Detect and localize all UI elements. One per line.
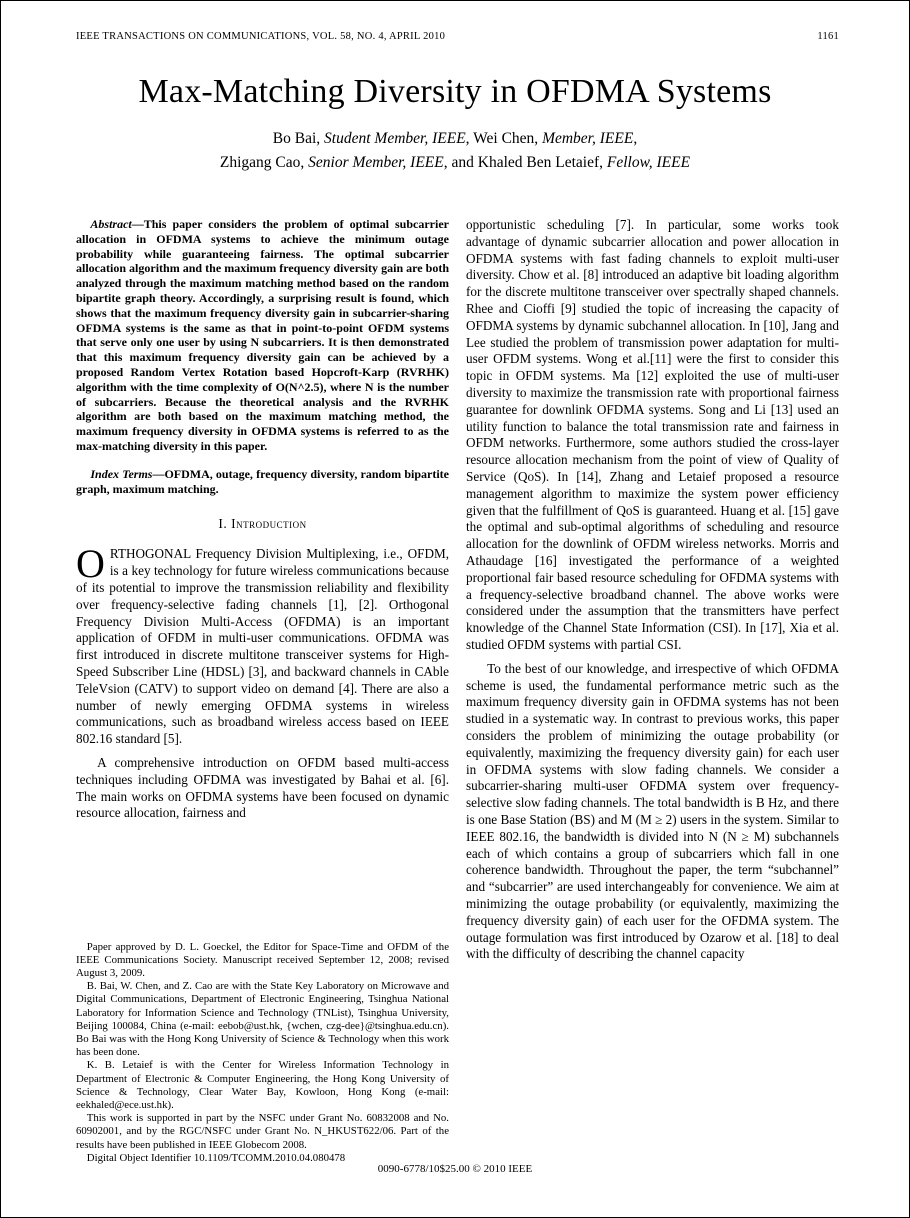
- intro-paragraph-2: A comprehensive introduction on OFDM based multi-access techniques including OFDMA was investigated by Bahai et al. [6]. The main works on OFDMA systems have been focused on dynamic resource allocation, fairness and: [76, 754, 449, 821]
- right-paragraph-1: opportunistic scheduling [7]. In particular, some works took advantage of dynamic subcarrier allocation and power allocation in OFDMA systems with fast fading channels to exploit multi-user diversity. Chow et al. [8] introduced an adaptive bit loading algorithm for the discrete multitone transceiver over spectrally shaped channels. Rhee and Cioffi [9] studied the topic of increasing the capacity of OFDMA systems by dynamic subchannel allocation. In [10], Jang and Lee studied the problem of transmission power adaptation for multi-user OFDM systems. Wong et al.[11] were the first to consider this topic in OFDM systems. Ma [12] exploited the use of multi-user diversity to maximize the transmission rate with proportional fairness guarantee for downlink OFDMA systems. Song and Li [13] used an utility function to balance the total transmission rate and fairness in OFDM networks. Furthermore, some authors studied the cross-layer resource allocation mechanism from the point of view of Quality of Service (QoS). In [14], Zhang and Letaief proposed a resource management algorithm to maximize the system power efficiency given that the fulfillment of QoS is guaranteed. Huang et al. [15] gave the optimal and sub-optimal algorithms of scheduling and resource allocation for the downlink of OFDM wireless networks. Morris and Athaudage [16] investigated the performance of a weighted proportional fair based resource scheduling for OFDMA systems with a frequency-selective broadband channel. The above works were considered under the assumption that the transmitters have perfect knowledge of the Channel State Information (CSI). In [17], Xia et al. studied OFDM systems with partial CSI.: [466, 217, 839, 652]
- two-column-body: [1, 217, 909, 1165]
- footnote-affiliation-2: K. B. Letaief is with the Center for Wireless Information Technology in Department of Electronic & Computer Engineering, the Hong Kong University of Science & Technology, Clear Water Bay, Kowloon, Hong Kong (e-mail: eekhaled@ece.ust.hk).: [76, 1059, 449, 1112]
- left-column: [76, 217, 449, 1165]
- intro-paragraph-1: [76, 541, 449, 748]
- author-name: , Wei Chen,: [465, 130, 543, 147]
- author-name: Bo Bai,: [272, 130, 325, 147]
- journal-line: IEEE TRANSACTIONS ON COMMUNICATIONS, VOL. 58, NO. 4, APRIL 2010: [76, 31, 446, 42]
- footnote-affiliation-1: B. Bai, W. Chen, and Z. Cao are with the State Key Laboratory on Microwave and Digital Communications, Department of Electronic Engineering, Tsinghua National Laboratory for Information Science and Technology (TNList), Tsinghua University, Beijing 100084, China (e-mail: eebob@ust.hk, {wchen, czg-dee}@tsinghua.edu.cn). Bo Bai was with the Hong Kong University of Science & Technology when this work has been done.: [76, 980, 449, 1059]
- intro-paragraph-1-text: RTHOGONAL Frequency Division Multiplexing, i.e., OFDM, is a key technology for future wireless communications because of its potential to improve the transmission reliability and flexibility over frequency-selective fading channels [1], [2]. Orthogonal Frequency Division Multi-Access (OFDMA) is an important application of OFDM in multi-user communications. OFDMA was first introduced in discrete multitone transceiver systems for High-Speed Subscriber Line (HDSL) [3], and backward channels in CAble TeleVsion (CATV) to support video on demand [4]. There are also a number of newly emerging OFDMA systems in wireless communications, such as broadband wireless access based on IEEE 802.16 standard [5].: [76, 546, 449, 747]
- index-terms-label: Index Terms: [90, 466, 153, 481]
- paper-title: Max-Matching Diversity in OFDMA Systems: [138, 73, 772, 110]
- drop-cap: O: [76, 541, 105, 587]
- right-column: [466, 217, 839, 1165]
- author-name: , and Khaled Ben Letaief,: [443, 154, 607, 172]
- footnote-editor: Paper approved by D. L. Goeckel, the Editor for Space-Time and OFDM of the IEEE Communications Society. Manuscript received September 12, 2008; revised August 3, 2009.: [76, 940, 449, 979]
- author-name: Zhigang Cao,: [219, 154, 309, 172]
- footnote-block: [76, 927, 449, 1165]
- author-line-end: ,: [633, 130, 638, 147]
- index-terms: [76, 467, 449, 497]
- footnote-funding: This work is supported in part by the NSFC under Grant No. 60832008 and No. 60902001, and by the RGC/NSFC under Grant No. N_HKUST622/06. Part of the results have been published in IEEE Globecom 2008.: [76, 1112, 449, 1151]
- page-number: 1161: [817, 31, 839, 42]
- abstract-label: Abstract: [90, 217, 132, 232]
- running-head: [76, 31, 839, 42]
- footnote-doi: Digital Object Identifier 10.1109/TCOMM.2010.04.080478: [86, 1151, 346, 1164]
- author-role: Student Member, IEEE: [324, 130, 466, 147]
- index-terms-text: —OFDMA, outage, frequency diversity, random bipartite graph, maximum matching.: [76, 466, 449, 496]
- copyright-line: 0090-6778/10$25.00 © 2010 IEEE: [377, 1163, 533, 1175]
- author-role: Fellow, IEEE: [606, 154, 691, 172]
- author-block: [1, 127, 909, 175]
- author-role: Member, IEEE: [542, 130, 634, 147]
- right-paragraph-2: To the best of our knowledge, and irrespective of which OFDMA scheme is used, the fundamental performance metric such as the maximum frequency diversity gain in OFDMA systems has not been studied in a systematic way. In contrast to previous works, this paper considers the problem of minimizing the outage probability (or equivalently, maximizing the frequency diversity gain) for each user in OFDMA systems with slow fading channels. We consider a subcarrier-sharing multi-user OFDMA system over frequency-selective slow fading channels. The total bandwidth is B Hz, and there is one Base Station (BS) and M (M ≥ 2) users in the system. Similar to IEEE 802.16, the bandwidth is divided into N (N ≥ M) subchannels each of which contains a group of subcarriers which fall in one coherence bandwidth. Throughout the paper, the term “subchannel” and “subcarrier” are used interchangeably for convenience. We aim at minimizing the outage probability (or equivalently, maximizing the frequency diversity gain) of each user for the OFDMA system. The outage formulation was first introduced by Ozarow et al. [18] to deal with the difficulty of describing the channel capacity: [466, 660, 839, 962]
- section-heading-introduction: I. Introduction: [218, 516, 307, 532]
- author-line-1: [1, 127, 909, 151]
- author-line-2: [1, 151, 909, 175]
- author-role: Senior Member, IEEE: [308, 154, 444, 172]
- abstract-text: —This paper considers the problem of optimal subcarrier allocation in OFDMA systems to achieve the minimum outage probability while guaranteeing fairness. The optimal subcarrier allocation algorithm and the maximum frequency diversity gain are both analyzed through the maximum matching method based on the random bipartite graph theory. Accordingly, a surprising result is found, which shows that the maximum frequency diversity gain in subcarrier-sharing OFDMA systems is the same as that in point-to-point OFDM systems that serve only one user by using N subcarriers. It is then demonstrated that this maximum frequency diversity gain can be achieved by a proposed Random Vertex Rotation based Hopcroft-Karp (RVRHK) algorithm with the time complexity of O(N^2.5), where N is the number of subcarriers. Because the theoretical analysis and the RVRHK algorithm are both based on the maximum matching method, the maximum frequency diversity in OFDMA systems is referred to as the max-matching diversity in this paper.: [76, 217, 449, 453]
- abstract: [76, 217, 449, 454]
